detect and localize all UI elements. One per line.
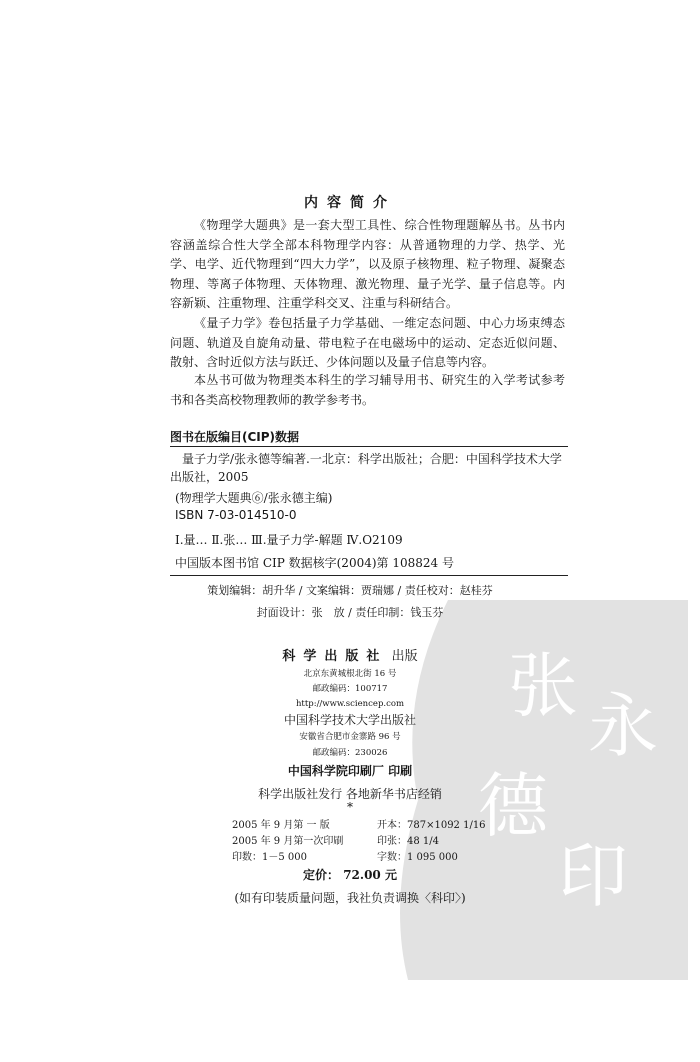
imprint-printing: 2005 年 9 月第一次印刷 [232,836,344,847]
summary-paragraph-2: 《量子力学》卷包括量子力学基础、一维定态问题、中心力场束缚态问题、轨道及自旋角动量、带电粒子在电磁场中的运动、定态近似问题、散射、含时近似方法与跃迁、少体问题以及量子信息等内容。 [170,316,565,370]
publisher-1-url: http://www.sciencep.com [295,699,405,709]
cip-record: 量子力学/张永德等编著.一北京：科学出版社；合肥：中国科学技术大学出版社，2005 [170,452,562,484]
imprint-print-run: 印数：1－5 000 [232,852,307,863]
publisher-2-address: 安徽省合肥市金寨路 96 号 [299,732,401,742]
summary-paragraph-3: 本丛书可做为物理类本科生的学习辅导用书、研究生的入学考试参考书和各类高校物理教师的教学参考书。 [170,373,565,407]
svg-text:张: 张 [508,645,578,727]
imprint-row-1 [232,818,532,834]
publisher-1-name: 科学出版社 [282,649,388,664]
summary-paragraph-1: 《物理学大题典》是一套大型工具性、综合性物理题解丛书。丛书内容涵盖综合性大学全部本科物理学内容：从普通物理的力学、热学、光学、电学、近代物理到“四大力学”，以及原子核物理、粒子物理、凝聚态物理、等离子体物理、天体物理、激光物理、量子光学、量子信息等。内容新颖、注重物理、注重学科交叉、注重与科研结合。 [170,218,565,311]
imprint-row-3 [232,850,532,866]
cip-top-rule [170,446,568,447]
cip-bottom-rule [170,575,568,576]
cip-isbn: ISBN 7-03-014510-0 [175,508,297,522]
imprint-sheets: 印张：48 1/4 [377,836,439,847]
cip-series: (物理学大题典⑥/张永德主编) [175,491,333,505]
printer-line: 中国科学院印刷厂 印刷 [287,764,413,778]
summary-title: 内容简介 [304,195,396,211]
publisher-2-name: 中国科学技术大学出版社 [283,713,416,727]
asterisk: * [347,800,353,814]
quality-note: (如有印装质量问题，我社负责调换〈科印〉) [234,891,466,905]
imprint-edition: 2005 年 9 月第 一 版 [232,820,330,831]
price: 定价： 72.00 元 [303,868,397,882]
cip-heading: 图书在版编目(CIP)数据 [170,430,300,444]
publisher-1-line [0,645,700,664]
imprint-row-2 [232,834,532,850]
svg-text:印: 印 [558,835,628,917]
publisher-1-suffix: 出版 [391,649,418,664]
svg-text:永: 永 [588,685,658,767]
publisher-1-address: 北京东黄城根北街 16 号 [303,669,397,679]
imprint-format: 开本：787×1092 1/16 [377,820,486,831]
cip-classification: Ⅰ.量… Ⅱ.张… Ⅲ.量子力学-解题 Ⅳ.O2109 [175,533,403,547]
svg-text:德: 德 [478,765,548,847]
imprint-word-count: 字数：1 095 000 [377,852,458,863]
distribution-line: 科学出版社发行 各地新华书店经销 [258,787,442,801]
credits-design: 封面设计：张 放 / 责任印制：钱玉芬 [256,606,444,619]
publisher-2-postcode: 邮政编码：230026 [312,748,388,758]
cip-data-number: 中国版本图书馆 CIP 数据核字(2004)第 108824 号 [175,556,454,570]
credits-editors: 策划编辑：胡升华 / 文案编辑：贾瑞娜 / 责任校对：赵桂芬 [207,584,493,597]
publisher-1-postcode: 邮政编码：100717 [312,684,388,694]
